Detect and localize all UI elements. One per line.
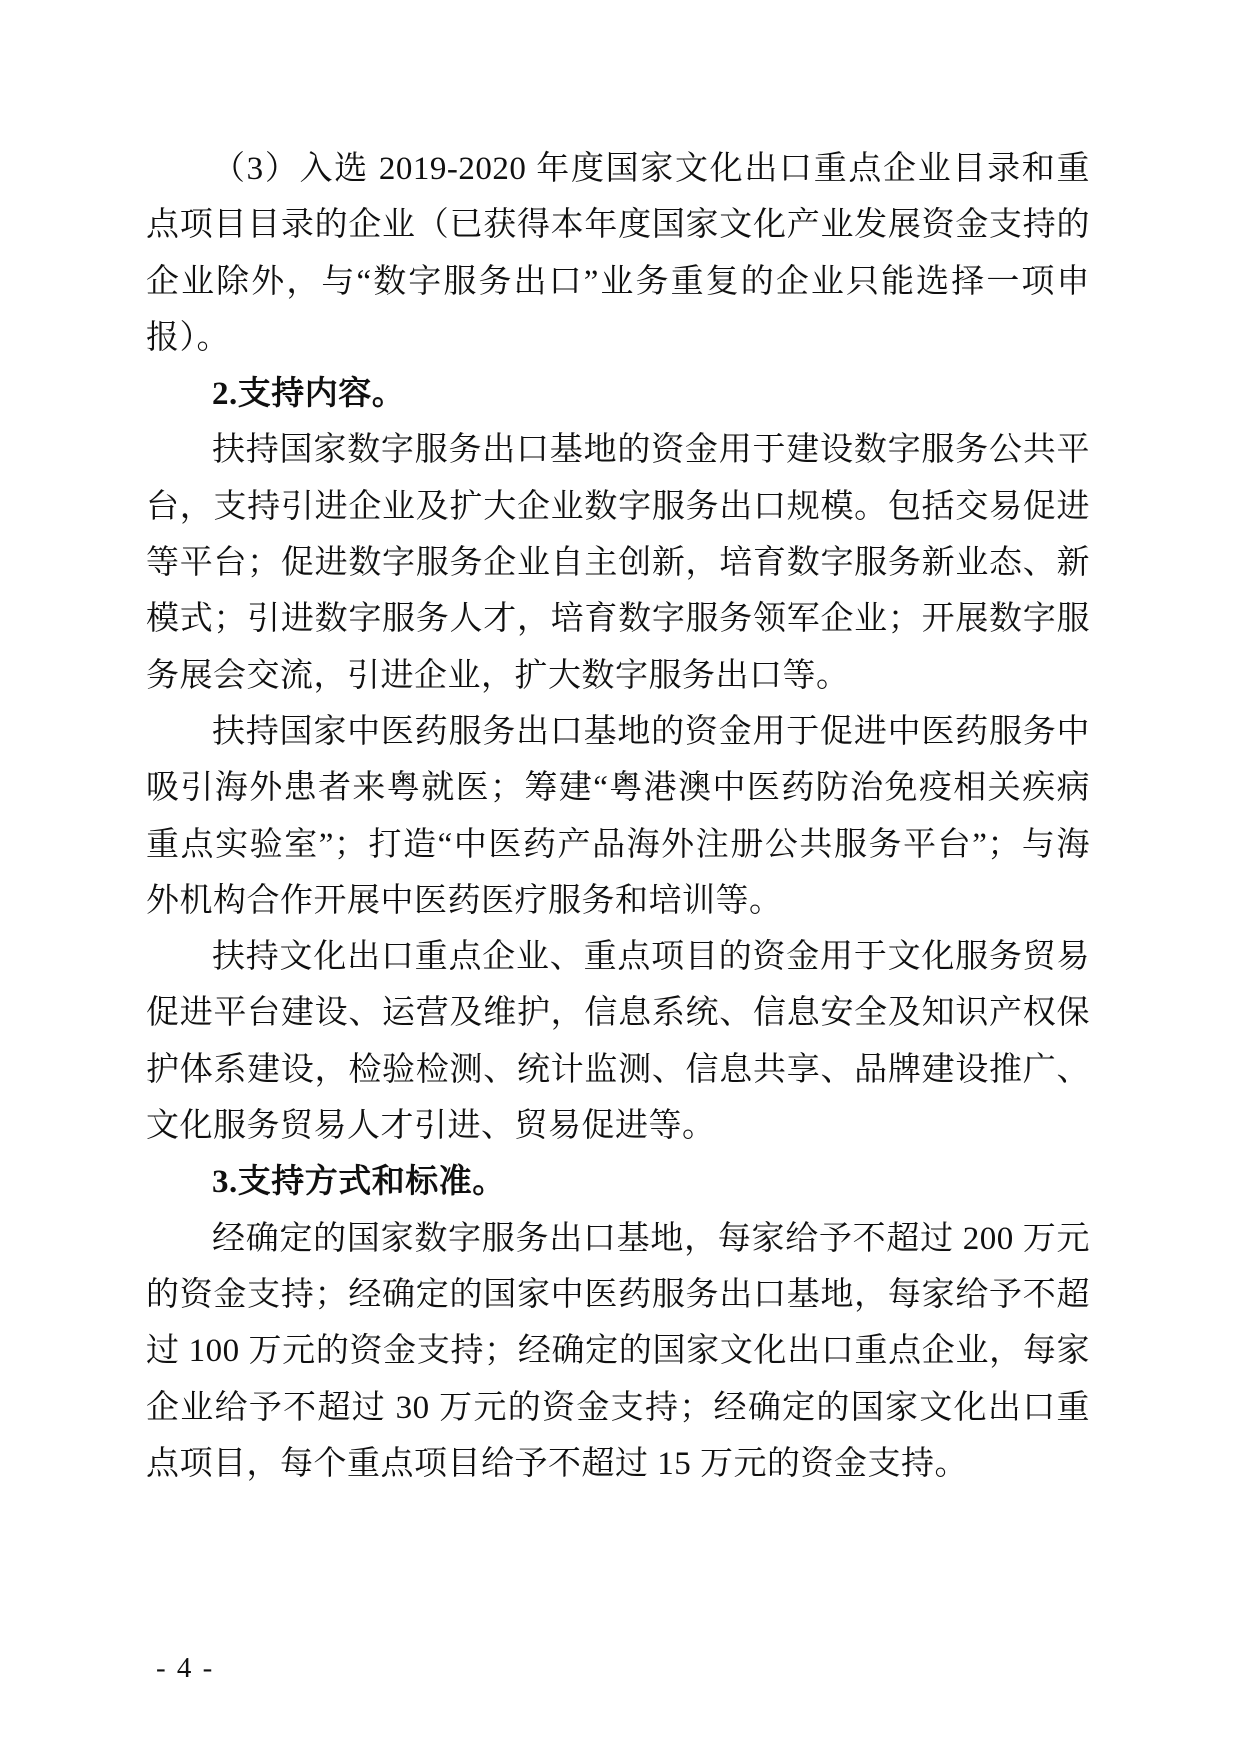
section-heading-support-content: 2.支持内容。 xyxy=(212,376,406,413)
paragraph-digital-service-base-funding: 扶持国家数字服务出口基地的资金用于建设数字服务公共平台，支持引进企业及扩大企业数字服务出口规模。包括交易促进等平台；促进数字服务企业自主创新，培育数字服务新业态、新模式；引进数字服务人才，培育数字服务领军企业；开展数字服务展会交流，引进企业，扩大数字服务出口等。 xyxy=(146,432,1090,694)
paragraph-culture-export-funding: 扶持文化出口重点企业、重点项目的资金用于文化服务贸易促进平台建设、运营及维护，信息系统、信息安全及知识产权保护体系建设，检验检测、统计监测、信息共享、品牌建设推广、文化服务贸易人才引进、贸易促进等。 xyxy=(146,939,1090,1145)
paragraph-funding-amount-standards: 经确定的国家数字服务出口基地，每家给予不超过 200 万元的资金支持；经确定的国家中医药服务出口基地，每家给予不超过 100 万元的资金支持；经确定的国家文化出口重点企业，每家企业给予不超过 30 万元的资金支持；经确定的国家文化出口重点项目，每个重点项目给予不超过 15 万元的资金支持。 xyxy=(146,1220,1090,1482)
paragraph-tcm-service-base-funding: 扶持国家中医药服务出口基地的资金用于促进中医药服务中吸引海外患者来粤就医；筹建“粤港澳中医药防治免疫相关疾病重点实验室”；打造“中医药产品海外注册公共服务平台”；与海外机构合作开展中医药医疗服务和培训等。 xyxy=(146,713,1090,919)
document-body xyxy=(146,141,1090,1492)
section-heading-support-method-standard: 3.支持方式和标准。 xyxy=(212,1164,506,1201)
paragraph-item-3-culture-export-catalog: （3）入选 2019-2020 年度国家文化出口重点企业目录和重点项目目录的企业（已获得本年度国家文化产业发展资金支持的企业除外，与“数字服务出口”业务重复的企业只能选择一项申报）。 xyxy=(146,151,1090,356)
page-number: - 4 - xyxy=(156,1652,215,1684)
